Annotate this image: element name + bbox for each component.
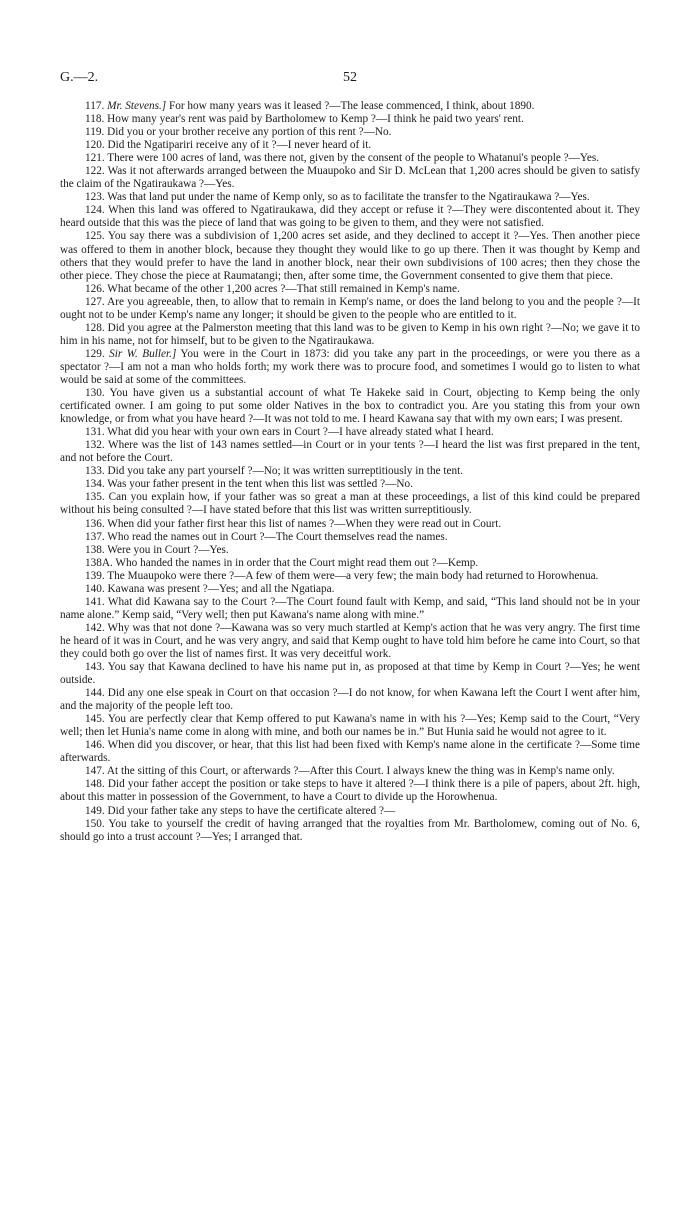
question-number: 134. bbox=[85, 478, 105, 491]
question-paragraph bbox=[60, 204, 640, 230]
question-text: When this land was offered to Ngatiraukawa, did they accept or refuse it ?—They were discontented about it. They heard outside that this was the piece of land that was going to be given to them, and they were not satisfied. bbox=[60, 204, 640, 230]
question-paragraph bbox=[60, 348, 640, 387]
question-text: The Muaupoko were there ?—A few of them were—a very few; the main body had returned to Horowhenua. bbox=[107, 569, 599, 582]
question-number: 150. bbox=[85, 817, 105, 830]
question-text: How many year's rent was paid by Bartholomew to Kemp ?—I think he paid two years' rent. bbox=[107, 113, 524, 126]
question-paragraph bbox=[60, 818, 640, 844]
question-number: 124. bbox=[85, 204, 105, 217]
question-number: 135. bbox=[85, 491, 105, 504]
question-number: 142. bbox=[85, 621, 105, 634]
question-number: 131. bbox=[85, 426, 105, 439]
question-number: 123. bbox=[85, 191, 105, 204]
question-number: 121. bbox=[85, 152, 105, 165]
question-number: 147. bbox=[85, 765, 105, 778]
question-number: 136. bbox=[85, 517, 105, 530]
question-number: 133. bbox=[85, 465, 105, 478]
question-text: Who handed the names in in order that the Court might read them out ?—Kemp. bbox=[115, 556, 479, 569]
question-text: Can you explain how, if your father was so great a man at these proceedings, a list of this kind could be prepared without his being consulted ?—I have stated before that this list was written surreptitiously. bbox=[60, 491, 641, 517]
question-paragraph bbox=[60, 296, 640, 322]
question-paragraph bbox=[60, 713, 640, 739]
question-paragraph bbox=[60, 465, 640, 478]
question-text: You say there was a subdivision of 1,200 acres set aside, and they declined to accept it ?—Yes. Then another piece was offered to them in another block, because they thought they would like to go up there. Then it was thought by Kemp and others that they would prefer to have the land in another block, near their own subdivisions of 100 acres; then they chose the other piece. They chose the piece at Raumatangi; then, after some time, the Government consented to give them that piece. bbox=[60, 230, 640, 282]
question-paragraph bbox=[60, 126, 640, 139]
question-paragraph bbox=[60, 191, 640, 204]
question-paragraph bbox=[60, 426, 640, 439]
question-number: 148. bbox=[85, 778, 105, 791]
question-number: 145. bbox=[85, 713, 105, 726]
question-text: Kawana was present ?—Yes; and all the Ngatiapa. bbox=[107, 582, 335, 595]
question-number: 118. bbox=[85, 113, 105, 126]
question-paragraph bbox=[60, 165, 640, 191]
question-text: When did you discover, or hear, that this list had been fixed with Kemp's name alone in the certificate ?—Some time afterwards. bbox=[60, 739, 640, 765]
testimony-body bbox=[60, 100, 640, 844]
question-paragraph bbox=[60, 544, 640, 557]
question-paragraph bbox=[60, 661, 640, 687]
speaker-name: Sir W. Buller.] bbox=[109, 347, 177, 360]
question-text: For how many years was it leased ?—The lease commenced, I think, about 1890. bbox=[166, 100, 535, 112]
question-paragraph bbox=[60, 491, 640, 517]
question-paragraph bbox=[60, 518, 640, 531]
question-text: Did you take any part yourself ?—No; it was written surreptitiously in the tent. bbox=[107, 465, 464, 478]
question-text: Did any one else speak in Court on that occasion ?—I do not know, for when Kawana left the Court I went after him, and the majority of the people left too. bbox=[60, 687, 641, 713]
question-paragraph bbox=[60, 139, 640, 152]
question-number: 122. bbox=[85, 165, 105, 178]
question-paragraph bbox=[60, 283, 640, 296]
question-paragraph bbox=[60, 230, 640, 282]
question-number: 141. bbox=[85, 595, 105, 608]
question-text: At the sitting of this Court, or afterwards ?—After this Court. I always knew the thing was in Kemp's name only. bbox=[106, 765, 615, 778]
question-text: You have given us a substantial account of what Te Hakeke said in Court, objecting to Kemp being the only certificated owner. I am going to put some older Natives in the box to contradict you. Are you stating this from your own knowledge, or from what you have heard ?—It was not told to me. I heard Kawana say that with my own ears; I was present. bbox=[60, 387, 640, 426]
question-paragraph bbox=[60, 583, 640, 596]
question-paragraph bbox=[60, 322, 640, 348]
question-text: Was it not afterwards arranged between the Muaupoko and Sir D. McLean that 1,200 acres should be given to satisfy the claim of the Ngatiraukawa ?—Yes. bbox=[60, 165, 640, 191]
question-text: When did your father first hear this list of names ?—When they were read out in Court. bbox=[107, 517, 502, 530]
speaker-name: Mr. Stevens.] bbox=[107, 100, 167, 112]
question-number: 125. bbox=[85, 230, 105, 243]
question-number: 128. bbox=[85, 321, 105, 334]
question-text: Who read the names out in Court ?—The Court themselves read the names. bbox=[107, 530, 448, 543]
question-number: 139. bbox=[85, 569, 105, 582]
question-text: Did the Ngatipariri receive any of it ?—I never heard of it. bbox=[107, 139, 372, 152]
question-number: 127. bbox=[85, 295, 105, 308]
question-number: 140. bbox=[85, 582, 105, 595]
question-text: Where was the list of 143 names settled—in Court or in your tents ?—I heard the list was first prepared in the tent, and not before the Court. bbox=[60, 439, 641, 465]
question-paragraph bbox=[60, 739, 640, 765]
question-text: Was your father present in the tent when this list was settled ?—No. bbox=[107, 478, 413, 491]
question-paragraph bbox=[60, 100, 640, 113]
question-text: Are you agreeable, then, to allow that to remain in Kemp's name, or does the land belong to you and the people ?—It ought not to be under Kemp's name any longer; it should be given to the people who are entitled to it. bbox=[60, 295, 640, 321]
question-paragraph bbox=[60, 439, 640, 465]
question-text: You were in the Court in 1873: did you take any part in the proceedings, or were you there as a spectator ?—I am not a man who holds forth; my work there was to procure food, and sometimes I would go to listen to what would be said at some of the committees. bbox=[60, 347, 640, 386]
question-number: 120. bbox=[85, 139, 105, 152]
question-paragraph bbox=[60, 687, 640, 713]
question-number: 149. bbox=[85, 804, 105, 817]
question-text: What became of the other 1,200 acres ?—That still remained in Kemp's name. bbox=[107, 282, 460, 295]
question-number: 129. bbox=[85, 347, 105, 360]
question-number: 130. bbox=[85, 387, 105, 400]
question-paragraph bbox=[60, 387, 640, 426]
question-number: 119. bbox=[85, 126, 105, 139]
page-header bbox=[60, 70, 640, 90]
question-text: There were 100 acres of land, was there not, given by the consent of the people to Whatanui's people ?—Yes. bbox=[107, 152, 600, 165]
document-reference: G.—2. bbox=[60, 70, 99, 85]
question-paragraph bbox=[60, 570, 640, 583]
question-text: You say that Kawana declined to have his name put in, as proposed at that time by Kemp in Court ?—Yes; he went outside. bbox=[60, 661, 640, 687]
question-text: Did you agree at the Palmerston meeting that this land was to be given to Kemp in his own right ?—No; we gave it to him in his name, not for himself, but to be given to the Ngatiraukawa. bbox=[60, 321, 640, 347]
question-number: 146. bbox=[85, 739, 105, 752]
question-paragraph bbox=[60, 531, 640, 544]
question-text: You are perfectly clear that Kemp offered to put Kawana's name in with his ?—Yes; Kemp said to the Court, “Very well; then let Hunia's name come in along with mine, and both our names be in.” But Hunia said he would not agree to it. bbox=[60, 713, 640, 739]
question-number: 143. bbox=[85, 661, 105, 674]
question-paragraph bbox=[60, 113, 640, 126]
question-paragraph bbox=[60, 596, 640, 622]
question-paragraph bbox=[60, 478, 640, 491]
question-paragraph bbox=[60, 765, 640, 778]
question-paragraph bbox=[60, 778, 640, 804]
question-text: What did Kawana say to the Court ?—The Court found fault with Kemp, and said, “This land should not be in your name alone.” Kemp said, “Very well; then put Kawana's name along with mine.” bbox=[60, 595, 641, 621]
question-number: 132. bbox=[85, 439, 105, 452]
question-paragraph bbox=[60, 557, 640, 570]
question-text: Why was that not done ?—Kawana was so very much startled at Kemp's action that he was very angry. The first time he heard of it was in Court, and he was very angry, and said that Kemp ought to have told him before he came into Court, so that they could both go over the list of names first. It was very deceitful work. bbox=[60, 621, 641, 660]
question-text: What did you hear with your own ears in Court ?—I have already stated what I heard. bbox=[107, 426, 494, 439]
question-number: 144. bbox=[85, 687, 105, 700]
question-number: 138A. bbox=[85, 556, 113, 569]
question-number: 126. bbox=[85, 282, 105, 295]
page-number: 52 bbox=[343, 70, 357, 85]
question-text: Did you or your brother receive any portion of this rent ?—No. bbox=[107, 126, 392, 139]
question-text: You take to yourself the credit of having arranged that the royalties from Mr. Bartholomew, coming out of No. 6, should go into a trust account ?—Yes; I arranged that. bbox=[60, 817, 640, 843]
question-text: Did your father take any steps to have the certificate altered ?— bbox=[107, 804, 396, 817]
question-text: Were you in Court ?—Yes. bbox=[107, 543, 229, 556]
question-text: Was that land put under the name of Kemp only, so as to facilitate the transfer to the Ngatiraukawa ?—Yes. bbox=[107, 191, 590, 204]
question-paragraph bbox=[60, 622, 640, 661]
question-text: Did your father accept the position or take steps to have it altered ?—I think there is a pile of papers, about 2ft. high, about this matter in possession of the Government, to have a Court to divide up the Horowhenua. bbox=[60, 778, 641, 804]
question-paragraph bbox=[60, 152, 640, 165]
question-number: 117. bbox=[85, 100, 105, 112]
question-paragraph bbox=[60, 805, 640, 818]
question-number: 137. bbox=[85, 530, 105, 543]
question-number: 138. bbox=[85, 543, 105, 556]
